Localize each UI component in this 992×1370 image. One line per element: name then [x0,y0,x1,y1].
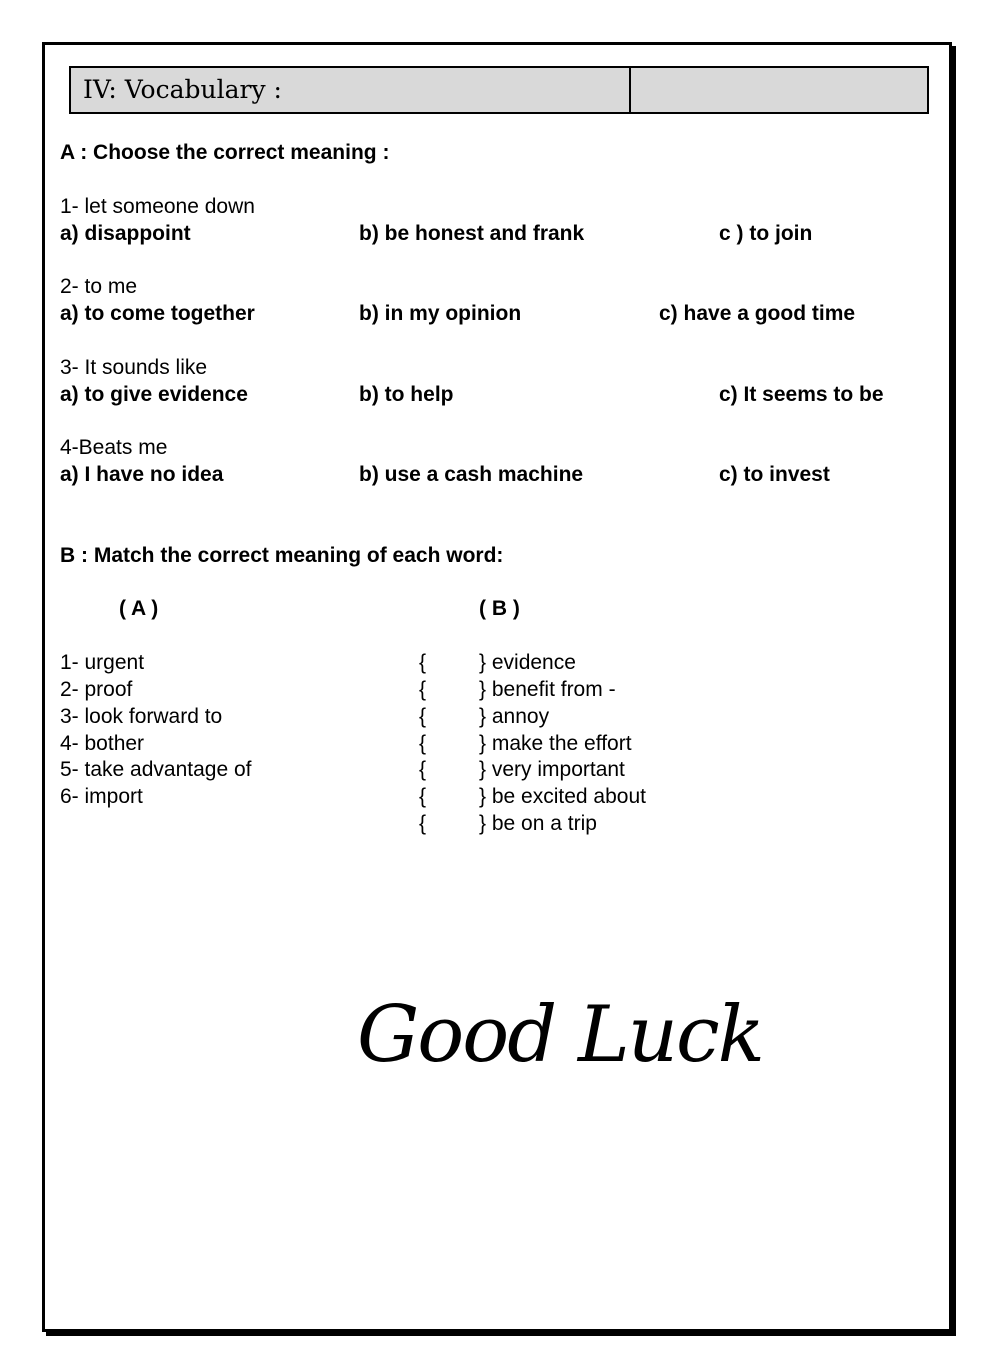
column-b-item: } be on a trip [479,812,597,835]
option-a: a) to come together [60,302,255,325]
column-a-header: ( A ) [119,597,159,620]
question-prompt: 4-Beats me [60,436,168,459]
column-b-item: } annoy [479,705,550,728]
question-prompt: 1- let someone down [60,195,255,218]
answer-brace: { [419,732,427,755]
answer-brace: { [419,785,427,808]
column-b-header: ( B ) [479,597,520,620]
good-luck-closing: Good Luck [357,990,763,1080]
column-a-item: 3- look forward to [60,705,223,728]
option-a: a) I have no idea [60,463,224,486]
option-b: b) be honest and frank [359,222,585,245]
column-a-item: 1- urgent [60,651,145,674]
score-box [631,68,927,112]
answer-brace: { [419,678,427,701]
section-title: IV: Vocabulary : [71,68,631,112]
column-b-item: } make the effort [479,732,632,755]
option-c: c ) to join [719,222,813,245]
column-a-item: 5- take advantage of [60,758,252,781]
option-c: c) have a good time [659,302,856,325]
answer-brace: { [419,651,427,674]
column-a-item: 6- import [60,785,143,808]
option-c: c) to invest [719,463,830,486]
option-b: b) to help [359,383,454,406]
column-a-item: 2- proof [60,678,133,701]
column-b-item: } very important [479,758,625,781]
option-b: b) use a cash machine [359,463,584,486]
option-a: a) disappoint [60,222,191,245]
answer-brace: { [419,812,427,835]
section-a-heading: A : Choose the correct meaning : [60,141,390,164]
column-a-item: 4- bother [60,732,145,755]
option-a: a) to give evidence [60,383,248,406]
section-b-heading: B : Match the correct meaning of each word: [60,544,504,567]
section-header [69,66,929,114]
question-prompt: 2- to me [60,275,138,298]
column-b-item: } benefit from - [479,678,616,701]
column-b-item: } evidence [479,651,576,674]
answer-brace: { [419,758,427,781]
question-prompt: 3- It sounds like [60,356,208,379]
option-b: b) in my opinion [359,302,522,325]
option-c: c) It seems to be [719,383,884,406]
column-b-item: } be excited about [479,785,646,808]
answer-brace: { [419,705,427,728]
